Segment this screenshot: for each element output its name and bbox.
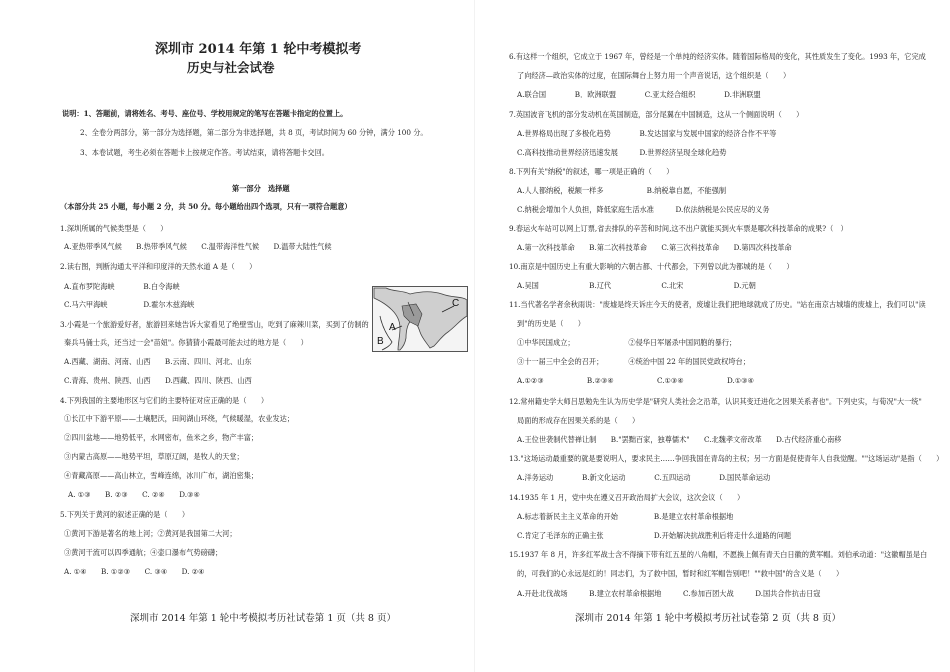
map-label-a: A [389,322,396,333]
map-label-c: C [452,298,460,309]
exam-title: 深圳市 2014 年第 1 轮中考模拟考 [155,42,362,57]
q8-options-ab: A.人人都纳税，税额一样多 B.纳税靠自愿，不能强制 [517,186,727,195]
q2-options-cd: C.马六甲海峡 D.霍尔木兹海峡 [64,300,195,309]
q3-options-ab: A.西藏、湖南、河南、山西 B.云南、四川、河北、山东 [64,357,252,366]
q15-options: A.开赴北伐战场 B.建立农村革命根据地 C.参加百团大战 D.国共合作抗击日寇 [517,589,821,598]
question-12: 12.常州籍史学大师吕思勉先生认为历史学是"研究人类社会之沿革，认识其变迁进化之因果关系者也"。下列史实，与荀况"大一统" [509,397,922,406]
section-note: （本部分共 25 小题，每小题 2 分，共 50 分。每小题给出四个选项，只有一项符合题意） [60,202,352,211]
q10-options: A.吴国 B.辽代 C.北宋 D.元朝 [517,281,756,290]
instruction-1: 说明：1、答题前，请将姓名、考号、座位号、学校用规定的笔写在答题卡指定的位置上。 [62,109,348,118]
q7-options-ab: A.世界格局出现了多极化趋势 B.发达国家与发展中国家的经济合作不平等 [517,129,777,138]
q5-options: A. ①④ B. ①②③ C. ③④ D. ②④ [64,567,205,576]
exam-subtitle: 历史与社会试卷 [187,60,275,75]
question-15: 15.1937 年 8 月，许多红军战士含不得摘下带有红五星的八角帽，不愿换上佩有青天白日徽的黄军帽。刘伯承动道："这徽帽虽是白 [509,550,928,559]
question-5: 5.下列关于黄河的叙述正确的是（ ） [60,510,190,519]
question-13: 13."这场运动最重要的就是要说明人，要求民主……争回我国在青岛的主权；另一方面是促使青年人自我觉醒。""这场运动"是指（ ） [509,454,944,463]
question-1: 1.深圳所属的气候类型是（ ） [60,224,168,233]
question-14: 14.1935 年 1 月，党中央在遵义召开政治局扩大会议，这次会议（ ） [509,493,745,502]
southeast-asia-map [372,286,468,352]
question-9: 9.春运火车站可以网上订票,省去排队的辛苦和时间,这不出户就能买到火车票是哪次科技革命的成果?（ ） [509,224,848,233]
question-15-cont: 的，可我们的心永远是红的！同志们，为了救中国，暂时和红军帽告别吧！""救中国"的含义是（ ） [517,569,844,578]
q13-options: A.洋务运动 B.新文化运动 C.五四运动 D.国民革命运动 [517,473,771,482]
q14-options-ab: A.标志着新民主主义革命的开始 B.是建立农村革命根据地 [517,512,734,521]
question-6-cont: 了向经济—政治实体的过度，在国际舞台上努力用一个声音说话，这个组织是（ ） [517,71,791,80]
q4-options: A. ①③ B. ②③ C. ②④ D.③④ [68,490,200,499]
q14-options-cd: C.肯定了毛泽东的正确主张 D.开始解决抗战胜利后将走什么道路的问题 [517,531,792,540]
page-footer-1: 深圳市 2014 年第 1 轮中考模拟考历社试卷第 1 页（共 8 页） [130,613,396,624]
question-3: 3.小霞是一个旅游爱好者，旅游回来她告诉大家看见了绝壁雪山，吃到了麻辣川菜，买到了仿制的 [60,320,369,329]
q4-item-4: ④青藏高原——高山林立，雪峰连绵，冰川广布，湖泊密集； [64,471,259,480]
question-6: 6.有这样一个组织，它成立于 1967 年，曾经是一个单纯的经济实体。随着国际格局的变化，其性质发生了变化。1993 年，它完成 [509,52,926,61]
question-3-cont: 秦兵马俑士兵，还当过一会"苗妞"。你猜猜小霞最可能去过的地方是（ ） [64,338,308,347]
section-title: 第一部分 选择题 [232,184,290,193]
q11-options: A.①②③ B.②③④ C.①③④ D.①③④ [517,376,755,385]
q2-options-ab: A.直布罗陀海峡 B.白令海峡 [64,282,180,291]
q6-options: A.联合国 B．欧洲联盟 C.亚太经合组织 D.非洲联盟 [517,90,761,99]
q3-options-cd: C.青海、贵州、陕西、山西 D.西藏、四川、陕西、山西 [64,376,252,385]
page-footer-2: 深圳市 2014 年第 1 轮中考模拟考历社试卷第 2 页（共 8 页） [575,613,841,624]
q8-options-cd: C.纳税会增加个人负担，降低家庭生活水准 D.依法纳税是公民应尽的义务 [517,205,770,214]
question-10: 10.南京是中国历史上有重大影响的六朝古都、十代都会，下列曾以此为都城的是（ ） [509,262,794,271]
q5-items-2: ③黄河干流可以四季通航；④壶口瀑布气势磅礴； [64,548,223,557]
question-12-cont: 局面的形成存在因果关系的是（ ） [517,416,640,425]
q5-items-1: ①黄河下游是著名的地上河；②黄河是我国第二大河； [64,529,237,538]
q4-item-1: ①长江中下游平原——土壤肥沃，田间湖山环绕，气候暖湿，农业发达； [64,414,295,423]
question-11-cont: 到"的历史是（ ） [517,319,585,328]
question-11: 11.当代著名学者余秋雨说："废墟是终天诉庄今天的使者，废墟让我们把地球就成了历史。"站在南京古城墙的废墟上，我们可以"读 [509,300,926,309]
question-7: 7.英国波音飞机的部分发动机在英国制造，部分尾翼在中国制造，这从一个侧面说明（ ） [509,110,804,119]
q4-item-2: ②四川盆地——地势低平，水网密布，鱼米之乡，物产丰富； [64,433,259,442]
instruction-2: 2、全卷分两部分，第一部分为选择题，第二部分为非选择题，共 8 页，考试时间为 60 分钟，满分 100 分。 [80,128,428,137]
question-4: 4.下列我国的主要地形区与它们的主要特征对应正确的是（ ） [60,396,269,405]
q1-options: A.亚热带季风气候 B.热带季风气候 C.温带海洋性气候 D.温带大陆性气候 [64,242,332,251]
question-8: 8.下列有关"纳税"的叙述，哪一项是正确的（ ） [509,167,674,176]
q12-options: A.王位世袭制代替禅让制 B."罢黜百家，独尊儒术" C.北魏孝文帝改革 D.古代经济重心南移 [517,435,842,444]
q11-items-1: ①中华民国成立； ②侵华日军屠杀中国同胞的暴行； [517,338,737,347]
instruction-3: 3、本卷试题，考生必须在答题卡上按规定作答。考试结束，请将答题卡交回。 [80,148,329,157]
q7-options-cd: C.高科技推动世界经济迅速发展 D.世界经济呈现全球化趋势 [517,148,727,157]
q4-item-3: ③内蒙古高原——地势平坦，草原辽阔，是牧人的天堂； [64,452,244,461]
question-2: 2.读右图，判断沟通太平洋和印度洋的天然水道 A 是（ ） [60,262,257,271]
q9-options: A.第一次科技革命 B.第二次科技革命 C.第三次科技革命 D.第四次科技革命 [517,243,792,252]
exam-page-2 [475,0,950,672]
q11-items-2: ③十一届三中全会的召开； ④统治中国 22 年的国民党政权垮台； [517,357,750,366]
map-label-b: B [377,336,384,347]
